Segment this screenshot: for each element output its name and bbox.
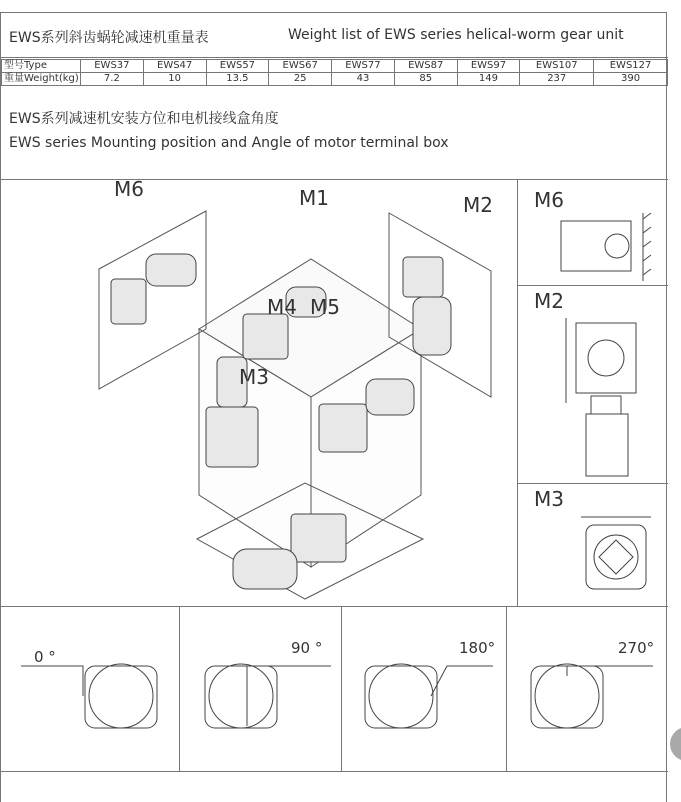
weight-cell: 25 [269, 73, 332, 86]
angle-label-0: 0 ° [34, 648, 56, 666]
weight-cell: 43 [332, 73, 395, 86]
side-view-m6-drawing [551, 213, 661, 281]
weight-cell: 7.2 [81, 73, 144, 86]
weight-cell: 237 [520, 73, 594, 86]
angle-label-180: 180° [459, 639, 496, 657]
divider [517, 285, 668, 286]
angle-label-90: 90 ° [291, 639, 323, 657]
model-cell: EWS87 [394, 60, 457, 73]
position-label-m1: M1 [299, 186, 329, 210]
divider [517, 483, 668, 484]
side-view-m3-drawing [571, 513, 661, 601]
title-row [1, 13, 668, 58]
mounting-title-en: EWS series Mounting position and Angle of motor terminal box [9, 135, 449, 151]
model-cell: EWS77 [332, 60, 395, 73]
model-cell: EWS107 [520, 60, 594, 73]
angle-drawings [1, 606, 668, 771]
side-view-label-m6: M6 [534, 188, 564, 212]
weight-cell: 149 [457, 73, 520, 86]
angle-label-270: 270° [618, 639, 655, 657]
position-label-m5: M5 [310, 295, 340, 319]
position-label-m4: M4 [267, 295, 297, 319]
weight-title-en: Weight list of EWS series helical-worm gear unit [288, 27, 624, 43]
mounting-cube-diagram [1, 179, 517, 606]
table-row [2, 60, 668, 73]
model-cell: EWS47 [143, 60, 206, 73]
model-cell: EWS127 [594, 60, 668, 73]
weight-row-label: 重量Weight(kg) [2, 73, 81, 86]
weight-cell: 13.5 [206, 73, 269, 86]
type-row-label: 型号Type [2, 60, 81, 73]
position-label-m6: M6 [114, 177, 144, 201]
divider [1, 771, 668, 772]
table-row [2, 73, 668, 86]
model-cell: EWS57 [206, 60, 269, 73]
divider [517, 179, 518, 606]
weight-cell: 390 [594, 73, 668, 86]
mounting-title-cn: EWS系列减速机安装方位和电机接线盒角度 [9, 111, 279, 127]
page-tab [670, 727, 681, 761]
side-view-label-m2: M2 [534, 289, 564, 313]
weight-cell: 85 [394, 73, 457, 86]
position-label-m2: M2 [463, 193, 493, 217]
weight-cell: 10 [143, 73, 206, 86]
weight-title-cn: EWS系列斜齿蜗轮减速机重量表 [9, 30, 209, 46]
weight-table [1, 59, 668, 86]
side-view-m2-drawing [556, 318, 656, 478]
model-cell: EWS97 [457, 60, 520, 73]
model-cell: EWS67 [269, 60, 332, 73]
document-frame [0, 12, 667, 802]
position-label-m3: M3 [239, 365, 269, 389]
model-cell: EWS37 [81, 60, 144, 73]
side-view-label-m3: M3 [534, 487, 564, 511]
